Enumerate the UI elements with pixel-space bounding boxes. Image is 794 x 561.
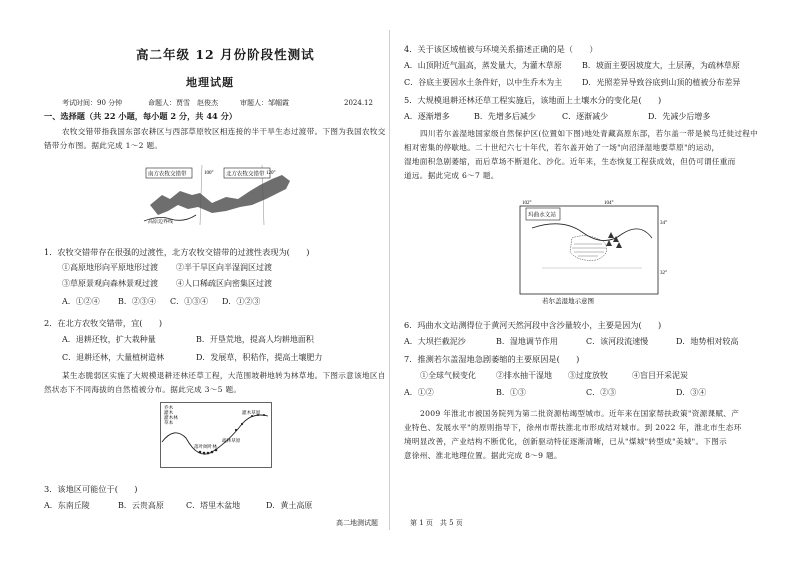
reviewer-info: 审题人：邹帼霞: [240, 99, 289, 107]
q4-option-b[interactable]: B．坡面主要因坡度大，土层薄，为疏林草原: [582, 61, 740, 70]
column-divider: [389, 30, 390, 530]
q4-option-c[interactable]: C．谷底主要因水土条件好，以中生乔木为主: [404, 78, 563, 87]
q6-option-c[interactable]: C．该河段流速慢: [586, 337, 649, 346]
vegetation-profile-figure: [160, 402, 272, 468]
map-caption: 若尔盖湿地示意图: [542, 298, 594, 305]
q4-option-d[interactable]: D．光照差异导致谷底到山顶的植被分布差异: [582, 78, 741, 87]
lon-label-b: 120°: [266, 171, 276, 176]
q4-stem: 4．关于该区域植被与环境关系描述正确的是（ ）: [404, 44, 598, 54]
q6-option-b[interactable]: B．湿地调节作用: [496, 337, 558, 346]
legend-tree: 乔木: [164, 405, 174, 410]
page-title: 高二年级 12 月份阶段性测试: [136, 47, 315, 62]
lon-104: 104°: [604, 201, 614, 206]
q1-item-3: ③草原景观向森林景观过渡: [62, 279, 158, 288]
q7-stem: 7．推测若尔盖湿地急剧萎缩的主要原因是( ): [404, 354, 580, 364]
q1-item-4: ④人口稀疏区向密集区过渡: [176, 279, 272, 288]
passage4-line-4: 意徐州、淮北地理位置。据此完成 8～9 题。: [404, 451, 562, 460]
q2-option-b[interactable]: B．开垦荒地，提高人均耕地面积: [196, 335, 314, 344]
legend-shrubland: 灌木林: [164, 415, 178, 420]
zoige-wetland-map: [512, 198, 672, 306]
q5-option-a[interactable]: A．逐渐增多: [404, 112, 450, 121]
shrub-steppe-label: 灌木草原: [242, 410, 261, 415]
q3-option-c[interactable]: C．塔里木盆地: [186, 501, 241, 510]
exam-time: 考试时间：90 分钟: [62, 99, 123, 107]
passage3-line-1: 四川若尔盖湿地国家级自然保护区(位置如下图)地处青藏高原东部，若尔盖一带是候鸟迁徙过程中: [420, 129, 759, 138]
q7-item-4: ④盲目开采泥炭: [632, 371, 688, 380]
legend-shrub: 灌木: [164, 410, 174, 415]
intro-line-1: 农牧交错带指我国东部农耕区与西部草原牧区相连接的半干旱生态过渡带。下图为我国农牧交: [62, 127, 386, 136]
q4-option-a[interactable]: A．山顶附近气温高，蒸发量大，为灌木草原: [404, 61, 562, 70]
q6-option-a[interactable]: A．大坝拦截泥沙: [404, 337, 466, 346]
passage4-line-1: 2009 年淮北市被国务院列为第二批资源枯竭型城市。近年来在国家帮扶政策"资源课赋、产: [420, 409, 740, 418]
q1-item-1: ①高原地形向平原地形过渡: [62, 263, 158, 272]
deciduous-forest-label: 落叶阔叶林: [194, 444, 217, 449]
q2-stem: 2．在北方农牧交错带，宜( ): [44, 318, 163, 328]
passage3-line-4: 道远。据此完成 6～7 题。: [404, 171, 499, 180]
exam-date: 2024.12: [344, 99, 373, 107]
q7-option-c[interactable]: C．②③: [586, 388, 617, 397]
q7-option-a[interactable]: A．①②: [404, 388, 434, 397]
page-subtitle: 地理试题: [186, 76, 234, 89]
lon-label-a: 100°: [204, 171, 214, 176]
lat-34: 34°: [660, 221, 667, 226]
q7-item-3: ③过度放牧: [568, 371, 608, 380]
q5-stem: 5．大规模退耕还林还草工程实施后，该地面上土壤水分的变化是( ): [404, 95, 662, 105]
passage3-line-2: 相对密集的停歇地。二十世纪六七十年代，若尔盖开始了一场"向沼泽湿地要草原"的运动，: [404, 143, 720, 152]
q7-item-1: ①全球气候变化: [420, 371, 476, 380]
q2-option-c[interactable]: C．退耕还林，大量植树造林: [62, 353, 165, 362]
q7-item-2: ②排水抽干湿地: [496, 371, 552, 380]
setter-info: 命题人：贾雪 赵俊杰: [148, 99, 218, 107]
station-label: 玛曲水文站: [528, 212, 556, 219]
q7-option-d[interactable]: D．③④: [676, 388, 707, 397]
farming-pastoral-map: [140, 165, 310, 225]
intro-line-2: 错带分布图。据此完成 1～2 题。: [44, 141, 163, 150]
q3-stem: 3．该地区可能位于( ): [44, 484, 138, 494]
lat-32: 32°: [660, 271, 667, 276]
sparse-forest-label: 疏林草原: [222, 438, 241, 443]
passage4-line-2: 业特色、发展水平"的原则指导下，徐州市帮扶淮北市形成结对城市。到 2022 年，淮北市生态环: [404, 423, 742, 432]
q1-option-a[interactable]: A．①②④: [62, 297, 100, 306]
passage3-line-3: 湿地面积急剧萎缩，而后草场不断退化、沙化。近年来，生态恢复工程获成效，但仍可谓任重而: [404, 157, 736, 166]
plateau-boundary-label: 高原边界线: [148, 220, 174, 225]
footer-page-number: 第 1 页 共 5 页: [410, 519, 463, 527]
q6-option-d[interactable]: D．地势相对较高: [676, 337, 739, 346]
passage2-line-1: 某生态脆弱区实施了大规模退耕还林还草工程，大范围坡耕地转为林草地。下图示意该地区自: [62, 371, 386, 380]
legend-herb: 草本: [164, 420, 174, 425]
q5-option-b[interactable]: B．先增多后减少: [474, 112, 536, 121]
footer-subject: 高二地测试题: [336, 519, 378, 527]
q1-item-2: ②半干旱区向半湿润区过渡: [176, 263, 272, 272]
q1-stem: 1．农牧交错带存在很强的过渡性，北方农牧交错带的过渡性表现为( ): [44, 247, 310, 257]
north-zone-text: 北方农牧交错带: [226, 171, 265, 178]
q2-option-a[interactable]: A．退耕还牧，扩大栽种量: [62, 335, 156, 344]
q7-option-b[interactable]: B．①③: [496, 388, 526, 397]
section-heading: 一、选择题（共 22 小题，每小题 2 分，共 44 分）: [44, 111, 237, 121]
q6-stem: 6．玛曲水文站测得位于黄河天然河段中含沙量较小，主要是因为( ): [404, 320, 662, 330]
q2-option-d[interactable]: D．发展草，积秸作，提高土壤肥力: [196, 353, 323, 362]
q3-option-b[interactable]: B．云贵高原: [118, 501, 164, 510]
south-zone-text: 南方农牧交错带: [148, 171, 187, 178]
q3-option-d[interactable]: D．黄土高原: [266, 501, 313, 510]
q1-option-d[interactable]: D．①②③: [222, 297, 261, 306]
q5-option-c[interactable]: C．逐渐减少: [562, 112, 609, 121]
q5-option-d[interactable]: D．先减少后增多: [648, 112, 711, 121]
q1-option-b[interactable]: B．②③④: [118, 297, 156, 306]
lon-102: 102°: [522, 201, 532, 206]
passage2-line-2: 然状态下不同海拔的自然植被分布。据此完成 3～5 题。: [44, 385, 242, 394]
q3-option-a[interactable]: A．东南丘陵: [44, 501, 90, 510]
q1-option-c[interactable]: C．①③④: [170, 297, 209, 306]
passage4-line-3: 境明显改善，产业结构不断优化，创新驱动特征逐渐清晰，已从"煤城"转型成"美城"。下图示: [404, 437, 728, 446]
